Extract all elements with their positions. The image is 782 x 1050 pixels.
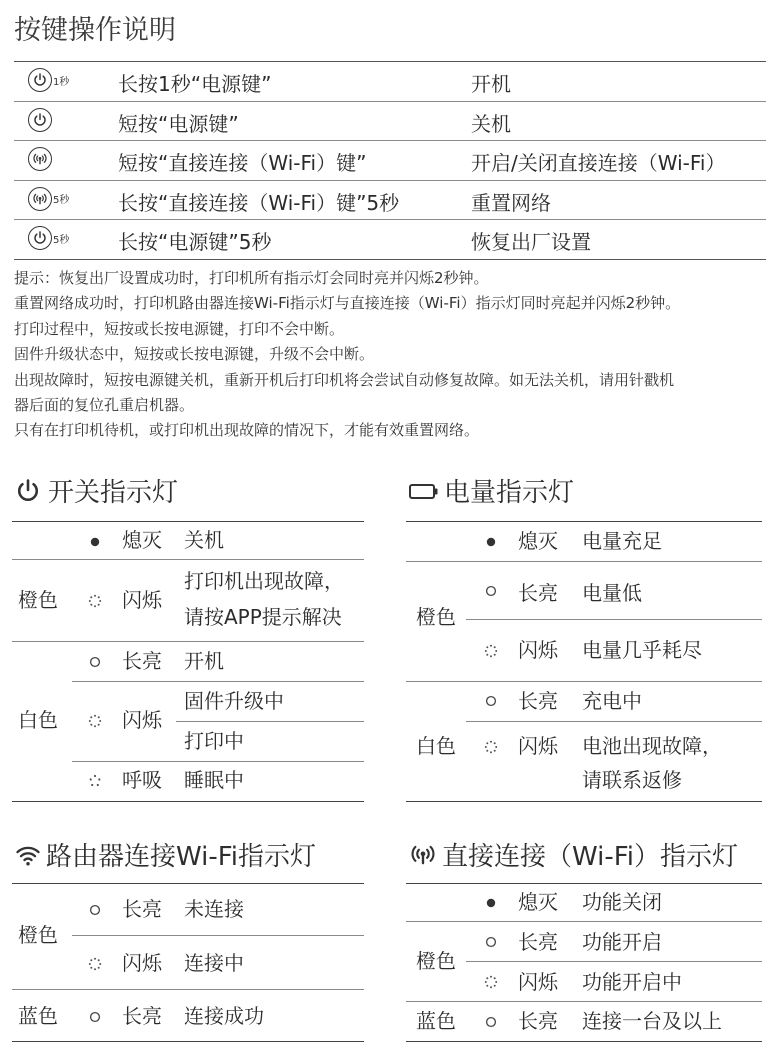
meaning-label: 电量几乎耗尽 [582, 638, 702, 662]
battery-indicator-table [406, 521, 762, 803]
wifi-icon [14, 841, 42, 869]
state-label: 闪烁 [518, 638, 558, 662]
key-action: 短按“直接连接（Wi-Fi）键” [118, 151, 367, 176]
state-label: 闪烁 [122, 951, 162, 975]
state-label: 熄灭 [122, 528, 162, 552]
note-line: 重置网络成功时，打印机路由器连接Wi-Fi指示灯与直接连接（Wi-Fi）指示灯同时亮起并闪烁2秒钟。 [14, 294, 681, 313]
key-action: 长按1秒“电源键” [118, 72, 272, 96]
table-row [14, 181, 766, 221]
meaning-label: 功能关闭 [582, 890, 662, 914]
led-on-icon [88, 903, 102, 917]
key-result: 开机 [471, 72, 511, 96]
key-result: 关机 [471, 111, 511, 136]
meaning-label: 连接中 [184, 951, 244, 975]
meaning-label: 连接一台及以上 [582, 1009, 722, 1033]
router-indicator-table [12, 883, 364, 1045]
state-label: 长亮 [518, 689, 558, 713]
state-label: 呼吸 [122, 768, 162, 792]
led-blink-icon [88, 957, 102, 971]
direct-indicator-table [406, 883, 762, 1045]
state-label: 长亮 [518, 581, 558, 605]
section-title-text: 开关指示灯 [48, 478, 179, 508]
table-row [14, 141, 766, 181]
section-title-text: 直接连接（Wi-Fi）指示灯 [442, 842, 739, 872]
state-label: 长亮 [122, 897, 162, 921]
key-result: 恢复出厂设置 [471, 230, 591, 255]
notes [14, 266, 774, 444]
meaning-label: 电池出现故障， [582, 734, 722, 758]
meaning-label: 功能开启中 [582, 970, 682, 994]
key-result: 重置网络 [471, 190, 551, 215]
key-operations-table [14, 61, 766, 260]
note-line: 打印过程中，短按或长按电源键，打印不会中断。 [14, 319, 345, 338]
table-row [14, 220, 766, 260]
led-blink-icon [88, 714, 102, 728]
power-icon [28, 108, 52, 132]
state-label: 闪烁 [122, 588, 162, 612]
section-title-text: 电量指示灯 [444, 478, 575, 508]
meaning-label: 关机 [184, 528, 224, 552]
key-action: 长按“直接连接（Wi-Fi）键”5秒 [118, 190, 400, 215]
key-action: 长按“电源键”5秒 [118, 230, 272, 255]
meaning-label: 充电中 [582, 689, 642, 713]
led-blink-icon [484, 740, 498, 754]
led-on-icon [484, 584, 498, 598]
note-line: 固件升级状态中，短按或长按电源键，升级不会中断。 [14, 345, 375, 364]
key-action: 短按“电源键” [118, 111, 239, 136]
led-on-icon [484, 935, 498, 949]
router-indicator-title [14, 836, 316, 873]
table-row [14, 62, 766, 102]
state-label: 闪烁 [518, 970, 558, 994]
state-label: 闪烁 [122, 708, 162, 732]
meaning-label: 睡眠中 [184, 768, 244, 792]
led-off-icon [484, 535, 498, 549]
power-icon [28, 226, 52, 250]
led-breath-icon [88, 774, 102, 788]
state-label: 长亮 [518, 930, 558, 954]
key-result: 开启/关闭直接连接（Wi-Fi） [471, 151, 726, 176]
duration-label: 5秒 [53, 234, 70, 246]
power-icon [14, 477, 42, 505]
note-line: 出现故障时，短按电源键关机，重新开机后打印机将会尝试自动修复故障。如无法关机，请用针戳机 [14, 370, 675, 389]
wifi-direct-icon [28, 147, 52, 171]
color-label: 橙色 [18, 588, 58, 612]
state-label: 熄灭 [518, 529, 558, 553]
page-title: 按键操作说明 [14, 15, 176, 46]
led-blink-icon [484, 975, 498, 989]
led-blink-icon [484, 644, 498, 658]
note-line: 器后面的复位孔重启机器。 [14, 396, 195, 415]
battery-icon [408, 477, 440, 505]
color-label: 蓝色 [18, 1004, 58, 1028]
color-label: 橙色 [416, 605, 456, 629]
meaning-label: 打印中 [184, 729, 244, 753]
meaning-label: 功能开启 [582, 930, 662, 954]
meaning-label: 开机 [184, 649, 224, 673]
meaning-label: 未连接 [184, 897, 244, 921]
meaning-label: 电量低 [582, 581, 642, 605]
led-off-icon [88, 535, 102, 549]
led-on-icon [88, 1010, 102, 1024]
power-indicator-title [14, 472, 178, 509]
state-label: 长亮 [518, 1009, 558, 1033]
state-label: 长亮 [122, 1004, 162, 1028]
led-blink-icon [88, 594, 102, 608]
meaning-label: 打印机出现故障， [184, 569, 344, 593]
led-on-icon [484, 1015, 498, 1029]
color-label: 蓝色 [416, 1009, 456, 1033]
state-label: 闪烁 [518, 734, 558, 758]
meaning-label: 电量充足 [582, 529, 662, 553]
color-label: 橙色 [18, 923, 58, 947]
note-line: 提示：恢复出厂设置成功时，打印机所有指示灯会同时亮并闪烁2秒钟。 [14, 269, 489, 287]
led-off-icon [484, 896, 498, 910]
power-indicator-table [12, 521, 364, 803]
wifi-direct-icon [408, 841, 438, 869]
state-label: 熄灭 [518, 890, 558, 914]
direct-indicator-title [408, 836, 738, 873]
table-row [14, 102, 766, 142]
meaning-label: 固件升级中 [184, 689, 284, 713]
color-label: 橙色 [416, 949, 456, 973]
meaning-label: 连接成功 [184, 1004, 264, 1028]
meaning-label: 请按APP提示解决 [184, 605, 342, 629]
wifi-direct-icon [28, 187, 52, 211]
note-line: 只有在打印机待机，或打印机出现故障的情况下，才能有效重置网络。 [14, 421, 480, 440]
color-label: 白色 [416, 734, 456, 758]
duration-label: 1秒 [53, 76, 70, 88]
color-label: 白色 [18, 708, 58, 732]
state-label: 长亮 [122, 649, 162, 673]
meaning-label: 请联系返修 [582, 768, 682, 792]
led-on-icon [88, 655, 102, 669]
battery-indicator-title [408, 472, 574, 509]
led-on-icon [484, 694, 498, 708]
power-icon [28, 68, 52, 92]
duration-label: 5秒 [53, 195, 70, 207]
section-title-text: 路由器连接Wi-Fi指示灯 [46, 842, 317, 872]
